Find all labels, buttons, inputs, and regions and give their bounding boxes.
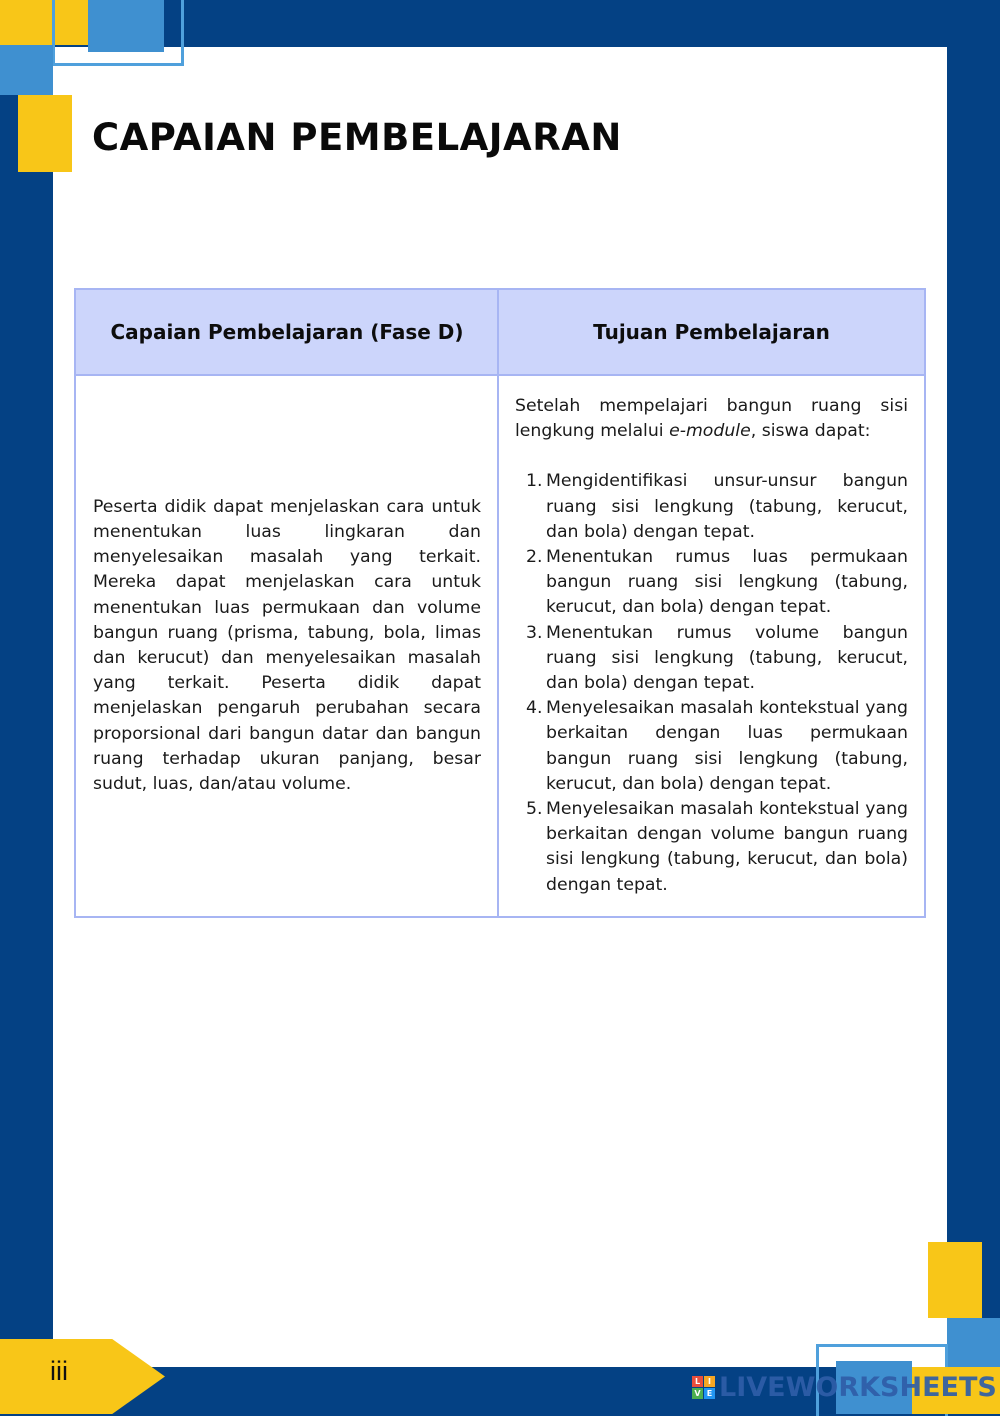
list-item-text: Menentukan rumus luas permukaan bangun ruang sisi lengkung (tabung, kerucut, dan bola) dengan tepat.: [546, 547, 908, 618]
logo-letter: L: [692, 1376, 703, 1387]
capaian-text: Peserta didik dapat menjelaskan cara untuk menentukan luas lingkaran dan menyelesaikan masalah yang terkait. Mereka dapat menjelaskan cara untuk menentukan luas permukaan dan volume bangun ruang (prisma, tabung, bola, limas dan kerucut) dan menyelesaikan masalah yang terkait. Peserta didik dapat menjelaskan pengaruh perubahan secara proporsional dari bangun datar dan bangun ruang terhadap ukuran panjang, besar sudut, luas, dan/atau volume.: [75, 375, 498, 917]
list-item: [515, 696, 908, 797]
corner-block-blue-bottom: [947, 1318, 1000, 1370]
list-item: [515, 797, 908, 898]
intro-emphasis: e-module: [669, 421, 751, 442]
table-body-row: [75, 375, 925, 917]
corner-block-yellow-bottom: [928, 1242, 982, 1318]
liveworksheets-logo-icon: [692, 1376, 715, 1399]
logo-letter: I: [704, 1376, 715, 1387]
tujuan-intro: [515, 394, 908, 444]
list-item-text: Menyelesaikan masalah kontekstual yang berkaitan dengan luas permukaan bangun ruang sisi lengkung (tabung, kerucut, dan bola) dengan tepat.: [546, 698, 908, 794]
title-accent-bar: [18, 95, 72, 172]
list-item-text: Mengidentifikasi unsur-unsur bangun ruang sisi lengkung (tabung, kerucut, dan bola) dengan tepat.: [546, 471, 908, 542]
table-header-row: [75, 289, 925, 375]
intro-text-end: , siswa dapat:: [750, 421, 871, 442]
list-item-number: 2.: [526, 547, 543, 568]
corner-outline-frame: [52, 0, 184, 66]
list-item-number: 4.: [526, 698, 543, 719]
page-title: CAPAIAN PEMBELAJARAN: [92, 116, 622, 159]
list-item: [515, 545, 908, 621]
tujuan-cell: [498, 375, 925, 917]
list-item-number: 5.: [526, 799, 543, 820]
liveworksheets-watermark: [692, 1372, 997, 1403]
page-number: iii: [50, 1356, 68, 1386]
goals-list: [515, 469, 908, 897]
list-item-number: 1.: [526, 471, 543, 492]
list-item: [515, 469, 908, 545]
liveworksheets-text: LIVEWORKSHEETS: [719, 1372, 997, 1403]
corner-block-blue-left: [0, 45, 53, 95]
logo-letter: E: [704, 1388, 715, 1399]
learning-outcomes-table: [74, 288, 926, 918]
list-item-text: Menyelesaikan masalah kontekstual yang berkaitan dengan volume bangun ruang sisi lengkung (tabung, kerucut, dan bola) dengan tepat.: [546, 799, 908, 895]
list-item-text: Menentukan rumus volume bangun ruang sisi lengkung (tabung, kerucut, dan bola) dengan tepat.: [546, 622, 908, 694]
logo-letter: V: [692, 1388, 703, 1399]
header-capaian: Capaian Pembelajaran (Fase D): [75, 289, 498, 375]
intro-text-start: Setelah mempelajari bangun ruang sisi lengkung melalui: [515, 396, 908, 442]
list-item: [515, 621, 908, 697]
list-item-number: 3.: [526, 622, 543, 643]
header-tujuan: Tujuan Pembelajaran: [498, 289, 925, 375]
